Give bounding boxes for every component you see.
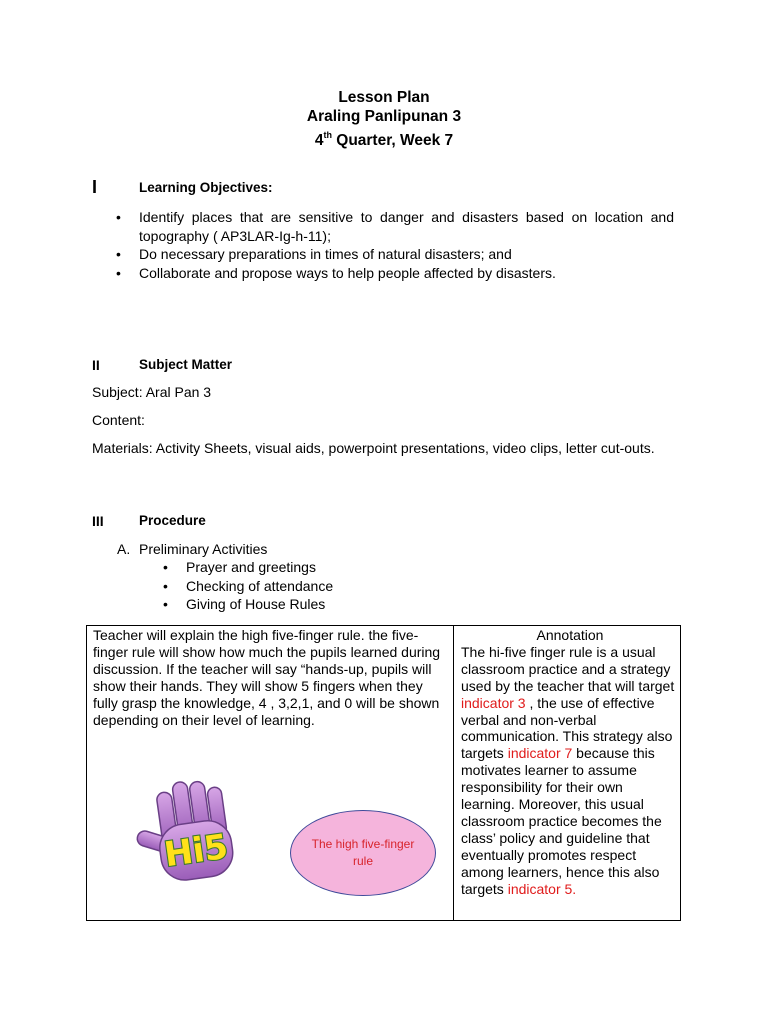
preliminary-activities-title: Preliminary Activities xyxy=(139,541,268,557)
objectives-list xyxy=(116,208,674,282)
section-3-title: Procedure xyxy=(139,513,206,528)
content-line: Content: xyxy=(92,412,145,428)
objective-item: • Identify places that are sensitive to danger and disasters based on location and topography ( AP3LAR-Ig-h-11); xyxy=(116,208,674,245)
title-lesson-plan: Lesson Plan xyxy=(338,89,430,106)
section-2-numeral: II xyxy=(92,357,100,373)
hi5-logo-text: Hi5 xyxy=(161,826,231,876)
indicator-7-highlight: indicator 7 xyxy=(507,745,573,762)
activity-item: • Prayer and greetings xyxy=(163,558,563,577)
title-quarter-week: 4th Quarter, Week 7 xyxy=(314,130,454,150)
section-1-numeral: I xyxy=(92,177,98,197)
objective-item: • Do necessary preparations in times of natural disasters; and xyxy=(116,245,674,264)
indicator-3-highlight: indicator 3 xyxy=(461,694,530,711)
section-1-title: Learning Objectives: xyxy=(139,180,273,195)
sub-letter-a: A. xyxy=(117,541,131,557)
objective-item: • Collaborate and propose ways to help people affected by disasters. xyxy=(116,264,674,283)
section-2-title: Subject Matter xyxy=(139,357,233,372)
preliminary-activities-list xyxy=(163,558,563,614)
annotation-header: Annotation xyxy=(536,627,604,643)
indicator-5-highlight: indicator 5. xyxy=(507,880,577,897)
materials-line: Materials: Activity Sheets, visual aids, powerpoint presentations, video clips, letter cut-outs. xyxy=(92,440,655,456)
hi5-hand-logo xyxy=(134,778,262,890)
subject-line: Subject: Aral Pan 3 xyxy=(92,384,212,400)
annotation-cell xyxy=(461,627,679,898)
annotation-text: The hi-five finger rule is a usual classroom practice and a strategy used by the teacher that will target indicator 3 , the use of effective verbal and non-verbal communication. This strategy also targets indicator 7 because this motivates learner to assume responsibility for their own learning. Moreover, this usual classroom practice becomes the class’ policy and guideline that eventually promotes respect among learners, hence this also targets indicator 5. xyxy=(461,643,675,897)
ellipse-label: The high five-finger rule xyxy=(311,837,415,868)
title-subject: Araling Panlipunan 3 xyxy=(306,108,462,125)
high-five-rule-ellipse xyxy=(290,810,436,896)
activity-item: • Checking of attendance xyxy=(163,577,563,596)
section-3-numeral: III xyxy=(92,513,104,529)
activity-item: • Giving of House Rules xyxy=(163,595,563,614)
table-divider xyxy=(453,626,454,920)
activity-description: Teacher will explain the high five-finger rule. the five-finger rule will show how much the pupils learned during discussion. If the teacher will say “hands-up, pupils will show their hands. They will show 5 fingers when they fully grasp the knowledge, 4 , 3,2,1, and 0 will be shown depending on their level of learning. xyxy=(93,627,441,728)
